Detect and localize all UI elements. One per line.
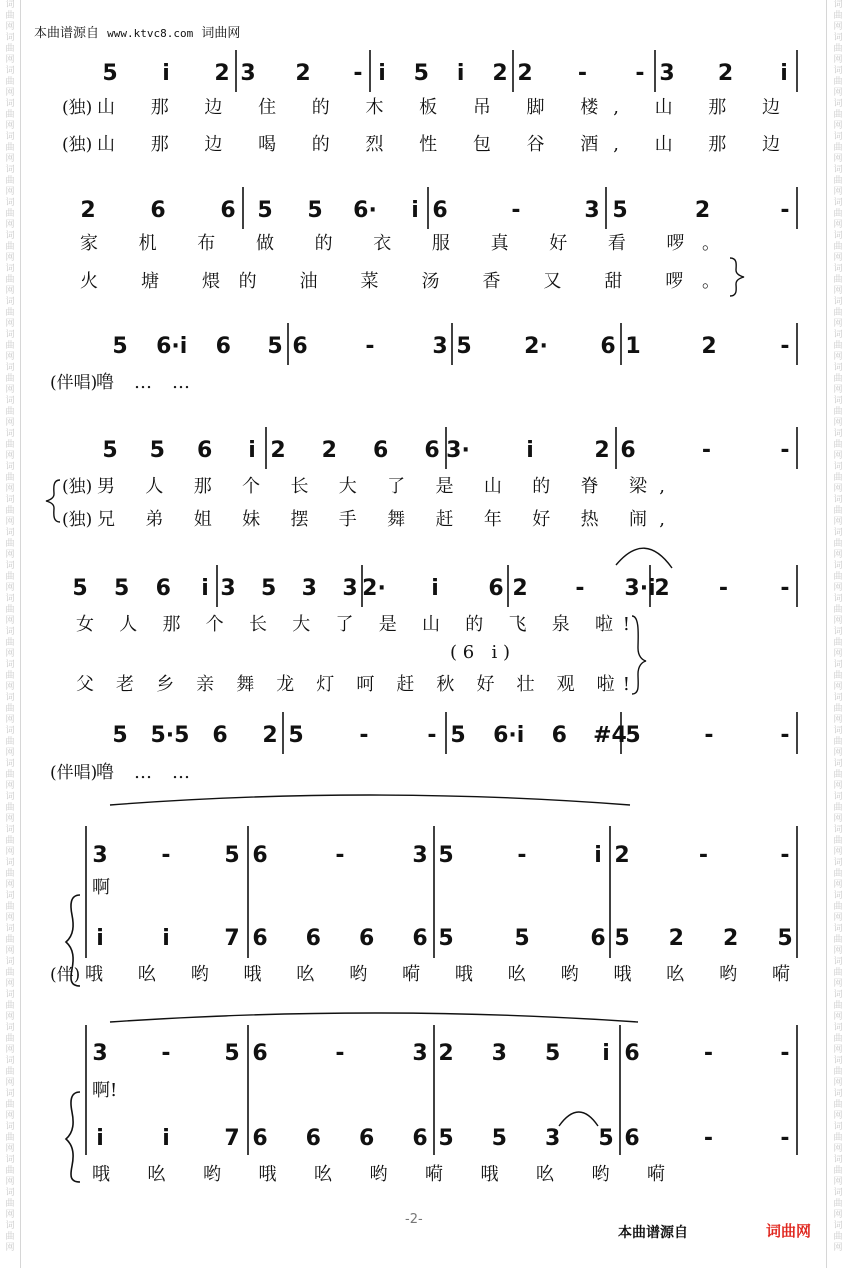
note-glyph: -: [780, 1041, 790, 1066]
note-glyph: -: [359, 723, 369, 748]
lyric-line: [76, 674, 630, 695]
note-glyph: 5: [72, 576, 88, 601]
note-glyph: 6: [305, 926, 321, 951]
note-glyph: 3: [545, 1126, 561, 1151]
lyric-text: 兄 弟 姐 妹 摆 手 舞 赶 年 好 热 闹,: [97, 509, 665, 530]
lyric-line: [80, 271, 720, 292]
note-glyph: 2: [654, 576, 670, 601]
note-glyph: 6: [252, 1126, 268, 1151]
note-glyph: 5: [102, 438, 118, 463]
note-glyph: 5: [102, 61, 118, 86]
note-glyph: 5: [112, 723, 128, 748]
lyric-line: [76, 614, 630, 635]
voice-label: (独): [62, 98, 93, 118]
lyric-text: 哦 吆 哟 哦 吆 哟 嗬 哦 吆 哟 嗬: [92, 1164, 665, 1185]
note-glyph: -: [780, 438, 790, 463]
note-glyph: 6: [600, 334, 616, 359]
note-glyph: 6: [551, 723, 567, 748]
note-glyph: 2: [262, 723, 278, 748]
system-brace: [66, 1092, 80, 1182]
note-glyph: 5: [438, 843, 454, 868]
note-glyph: 5: [614, 926, 630, 951]
lyric-text: (6 i): [450, 642, 510, 663]
note-glyph: i: [411, 198, 419, 223]
note-glyph: 5: [257, 198, 273, 223]
lyric-text: 哦 吆 哟 哦 吆 哟 嗬 哦 吆 哟 哦 吆 哟 嗬: [85, 964, 790, 985]
note-glyph: 2: [321, 438, 337, 463]
note-glyph: 6: [412, 1126, 428, 1151]
phrase-slur: [110, 795, 630, 805]
lyric-line: [92, 1080, 117, 1101]
note-glyph: 3: [491, 1041, 507, 1066]
note-glyph: 6: [590, 926, 606, 951]
note-glyph: -: [780, 576, 790, 601]
note-glyph: -: [575, 576, 585, 601]
note-glyph: -: [703, 1126, 714, 1151]
note-glyph: -: [365, 334, 375, 359]
lyric-text: 啊!: [92, 1080, 118, 1101]
note-glyph: 3·i: [624, 576, 656, 601]
note-glyph: 5: [261, 576, 277, 601]
footer-source-label: 本曲谱源自: [618, 1225, 688, 1241]
footer-site-name[interactable]: 词曲网: [766, 1222, 812, 1240]
note-glyph: 3: [301, 576, 317, 601]
lyric-text: 父 老 乡 亲 舞 龙 灯 呵 赶 秋 好 壮 观 啦!: [76, 674, 630, 695]
note-glyph: 3: [240, 61, 256, 86]
note-glyph: i: [248, 438, 256, 463]
voice-label: (伴唱): [50, 763, 98, 783]
note-glyph: 5: [625, 723, 641, 748]
lyric-line: [92, 1164, 665, 1185]
lyric-line: [450, 642, 510, 663]
note-glyph: 5: [612, 198, 628, 223]
note-glyph: -: [701, 438, 712, 463]
lyric-line: [62, 97, 780, 118]
note-glyph: 5: [224, 1041, 240, 1066]
note-glyph: -: [161, 1041, 171, 1066]
note-glyph: 2: [717, 61, 734, 86]
note-glyph: 6: [220, 198, 236, 223]
note-glyph: 3: [432, 334, 448, 359]
lyric-line: [62, 475, 665, 497]
note-glyph: i: [456, 61, 465, 86]
note-glyph: -: [427, 723, 437, 748]
note-glyph: 6: [197, 438, 213, 463]
note-glyph: 3: [412, 1041, 428, 1066]
note-glyph: i: [162, 1126, 170, 1151]
note-glyph: 6: [412, 926, 428, 951]
note-glyph: 6: [359, 1126, 375, 1151]
note-glyph: 2: [295, 61, 311, 86]
tie-slur: [616, 548, 672, 568]
note-glyph: 2: [694, 198, 711, 223]
lyric-brace: [46, 480, 60, 522]
note-glyph: #4: [593, 723, 627, 748]
lyric-text: 火 塘 煨的 油 菜 汤 香 又 甜 啰。: [80, 271, 721, 292]
note-glyph: 6: [424, 438, 440, 463]
note-glyph: 2: [701, 334, 717, 359]
lyric-line: [50, 762, 190, 783]
note-glyph: 5: [149, 438, 165, 463]
right-watermark-strip: 词曲网 词曲网 词曲网 词曲网 词曲网 词曲网 词曲网 词曲网 词曲网 词曲网 词曲网 词曲网 词曲网 词曲网 词曲网 词曲网 词曲网 词曲网 词曲网 词曲网 词曲网 词曲网 词曲网 词曲网 词曲网 词曲网 词曲网 词曲网 词曲网 词曲网 词曲网 词曲网 词曲网 词曲网 词曲网 词曲网 词曲网 词曲网: [833, 0, 843, 1253]
note-glyph: 6·i: [156, 334, 188, 359]
lyric-brace: [730, 258, 744, 296]
note-glyph: -: [780, 198, 790, 223]
voice-label: (独): [62, 135, 93, 155]
note-glyph: -: [335, 843, 345, 868]
note-glyph: 6: [252, 1041, 268, 1066]
left-watermark-strip: 词曲网 词曲网 词曲网 词曲网 词曲网 词曲网 词曲网 词曲网 词曲网 词曲网 词曲网 词曲网 词曲网 词曲网 词曲网 词曲网 词曲网 词曲网 词曲网 词曲网 词曲网 词曲网 词曲网 词曲网 词曲网 词曲网 词曲网 词曲网 词曲网 词曲网 词曲网 词曲网 词曲网 词曲网 词曲网 词曲网 词曲网 词曲网: [5, 0, 15, 1253]
lyric-text: 山 那 边 住 的 木 板 吊 脚 楼, 山 那 边: [97, 97, 780, 118]
voice-label: (独): [62, 477, 93, 497]
note-glyph: -: [517, 843, 527, 868]
note-glyph: 2: [517, 61, 533, 86]
note-glyph: -: [780, 843, 790, 868]
voice-label: (独): [62, 510, 93, 530]
phrase-slur: [110, 1013, 638, 1022]
lyric-brace: [632, 616, 646, 694]
lyric-text: 男 人 那 个 长 大 了 是 山 的 脊 梁,: [97, 476, 665, 497]
note-glyph: 5: [224, 843, 240, 868]
note-glyph: 1: [625, 334, 641, 359]
note-glyph: 5: [491, 1126, 507, 1151]
note-glyph: 6·i: [493, 723, 525, 748]
note-glyph: -: [353, 61, 363, 86]
lyrics-layer: [50, 97, 793, 1185]
note-glyph: -: [780, 1126, 790, 1151]
note-glyph: i: [162, 926, 170, 951]
note-glyph: 3: [584, 198, 600, 223]
note-glyph: i: [594, 843, 602, 868]
note-glyph: 6·: [353, 198, 377, 223]
note-glyph: 5: [267, 334, 283, 359]
lyric-text: 啊: [92, 877, 110, 898]
note-glyph: 6: [432, 198, 448, 223]
note-glyph: 5: [438, 1126, 454, 1151]
note-glyph: 3: [92, 1041, 108, 1066]
note-glyph: -: [511, 198, 521, 223]
lyric-line: [92, 877, 110, 898]
note-glyph: 5: [598, 1126, 614, 1151]
note-glyph: 6: [373, 438, 389, 463]
note-glyph: 5·5: [150, 723, 190, 748]
lyric-text: 噜……: [96, 372, 190, 393]
note-glyph: -: [703, 1041, 714, 1066]
note-glyph: 2: [492, 61, 508, 86]
note-glyph: 5: [545, 1041, 561, 1066]
tie-slur: [559, 1112, 598, 1126]
lyric-line: [50, 964, 790, 985]
note-glyph: 3: [412, 843, 428, 868]
note-glyph: 6: [252, 843, 268, 868]
header-site-name[interactable]: 词曲网: [201, 26, 241, 41]
note-glyph: 6: [620, 438, 636, 463]
note-glyph: 3: [92, 843, 108, 868]
note-glyph: 5: [456, 334, 472, 359]
note-glyph: 2: [80, 198, 96, 223]
note-glyph: 6: [155, 576, 171, 601]
lyric-text: 山 那 边 喝 的 烈 性 包 谷 酒, 山 那 边: [97, 134, 780, 155]
note-glyph: 2: [614, 843, 630, 868]
note-glyph: 6: [624, 1126, 640, 1151]
note-glyph: i: [431, 576, 439, 601]
note-glyph: 2·: [362, 576, 386, 601]
note-glyph: i: [96, 926, 104, 951]
note-glyph: 2: [512, 576, 528, 601]
header-url[interactable]: www.ktvc8.com: [107, 27, 194, 40]
lyric-text: 女 人 那 个 长 大 了 是 山 的 飞 泉 啦!: [76, 614, 630, 635]
note-glyph: i: [526, 438, 534, 463]
page-number: -2-: [405, 1212, 423, 1227]
note-glyph: 6: [624, 1041, 640, 1066]
note-glyph: -: [635, 61, 645, 86]
note-glyph: 5: [112, 334, 128, 359]
note-glyph: i: [96, 1126, 104, 1151]
note-glyph: 2·: [524, 334, 548, 359]
note-glyph: 3: [220, 576, 236, 601]
note-glyph: 6: [252, 926, 268, 951]
note-glyph: 5: [307, 198, 323, 223]
voice-label: (伴唱): [50, 373, 98, 393]
note-glyph: 6: [359, 926, 375, 951]
note-glyph: 7: [224, 1126, 240, 1151]
note-glyph: 2: [668, 926, 684, 951]
lyric-line: [62, 134, 780, 155]
note-glyph: -: [161, 843, 171, 868]
note-glyph: 2: [270, 438, 286, 463]
note-glyph: -: [698, 843, 709, 868]
note-glyph: 2: [723, 926, 739, 951]
note-glyph: 5: [777, 926, 793, 951]
note-glyph: i: [162, 61, 170, 86]
note-glyph: 7: [224, 926, 240, 951]
note-glyph: 5: [114, 576, 130, 601]
note-glyph: 3: [342, 576, 358, 601]
note-glyph: 6: [488, 576, 504, 601]
note-glyph: 6: [292, 334, 308, 359]
note-glyph: 5: [438, 926, 454, 951]
voice-label: (伴): [50, 965, 81, 985]
lyric-text: 家 机 布 做 的 衣 服 真 好 看 啰。: [80, 233, 720, 254]
lyric-line: [80, 233, 720, 254]
note-glyph: 5: [450, 723, 466, 748]
note-glyph: 5: [413, 61, 429, 86]
note-glyph: i: [378, 61, 386, 86]
note-glyph: -: [704, 723, 714, 748]
note-glyph: 5: [514, 926, 530, 951]
note-glyph: i: [602, 1041, 610, 1066]
note-glyph: i: [780, 61, 788, 86]
note-glyph: 6: [215, 334, 231, 359]
note-glyph: 2: [594, 438, 610, 463]
note-glyph: 5: [288, 723, 304, 748]
note-glyph: -: [577, 61, 588, 86]
note-glyph: -: [780, 334, 790, 359]
note-glyph: 2: [438, 1041, 454, 1066]
lyric-line: [50, 372, 190, 393]
note-glyph: 3: [659, 61, 675, 86]
notes-layer: [72, 61, 792, 1151]
note-glyph: -: [718, 576, 729, 601]
lyric-text: 噜……: [96, 762, 190, 783]
note-glyph: 2: [214, 61, 230, 86]
note-glyph: 6: [212, 723, 228, 748]
note-glyph: 6: [305, 1126, 321, 1151]
note-glyph: -: [780, 723, 790, 748]
lyric-line: [62, 508, 665, 530]
header-source-label: 本曲谱源自: [34, 26, 100, 41]
note-glyph: 6: [150, 198, 166, 223]
note-glyph: -: [335, 1041, 345, 1066]
note-glyph: 3·: [446, 438, 470, 463]
note-glyph: i: [201, 576, 209, 601]
